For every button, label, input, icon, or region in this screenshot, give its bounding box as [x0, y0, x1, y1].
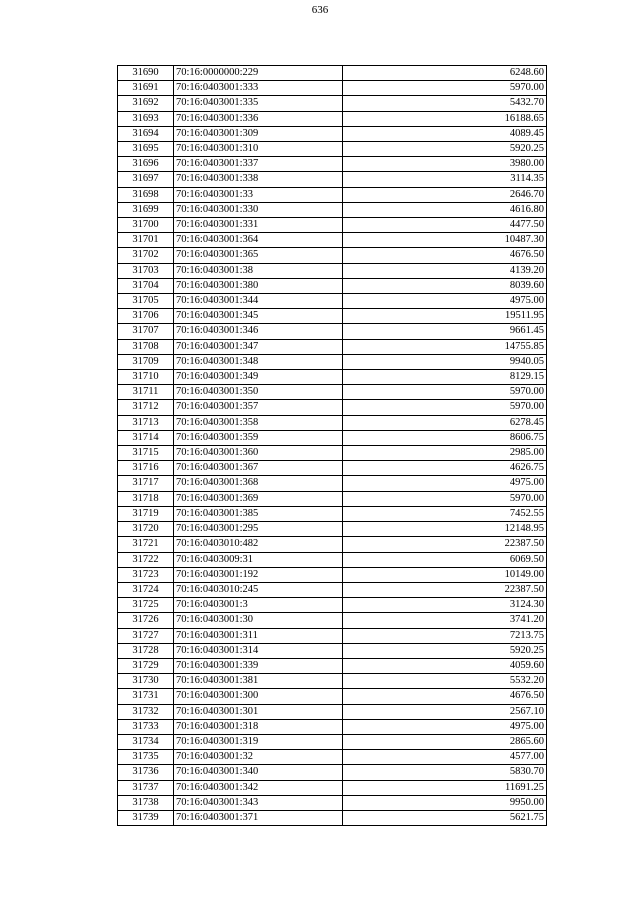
cadastral-number-cell: 70:16:0403001:300	[174, 689, 343, 704]
value-cell: 9661.45	[343, 324, 547, 339]
row-number-cell: 31709	[118, 354, 174, 369]
value-cell: 5621.75	[343, 810, 547, 825]
value-cell: 9950.00	[343, 795, 547, 810]
cadastral-number-cell: 70:16:0403010:245	[174, 582, 343, 597]
value-cell: 4975.00	[343, 719, 547, 734]
table-row	[118, 582, 547, 597]
value-cell: 4139.20	[343, 263, 547, 278]
table-row	[118, 111, 547, 126]
row-number-cell: 31693	[118, 111, 174, 126]
value-cell: 4626.75	[343, 461, 547, 476]
table-row	[118, 187, 547, 202]
table-row	[118, 537, 547, 552]
value-cell: 2646.70	[343, 187, 547, 202]
value-cell: 4975.00	[343, 476, 547, 491]
cadastral-number-cell: 70:16:0403001:347	[174, 339, 343, 354]
cadastral-number-cell: 70:16:0403001:343	[174, 795, 343, 810]
value-cell: 8039.60	[343, 278, 547, 293]
cadastral-number-cell: 70:16:0403001:30	[174, 613, 343, 628]
row-number-cell: 31732	[118, 704, 174, 719]
row-number-cell: 31727	[118, 628, 174, 643]
value-cell: 5970.00	[343, 400, 547, 415]
table-row	[118, 643, 547, 658]
table-row	[118, 476, 547, 491]
row-number-cell: 31735	[118, 750, 174, 765]
value-cell: 4676.50	[343, 689, 547, 704]
cadastral-number-cell: 70:16:0403001:368	[174, 476, 343, 491]
table-row	[118, 294, 547, 309]
table-row	[118, 704, 547, 719]
row-number-cell: 31738	[118, 795, 174, 810]
cadastral-number-cell: 70:16:0403001:319	[174, 734, 343, 749]
row-number-cell: 31739	[118, 810, 174, 825]
row-number-cell: 31728	[118, 643, 174, 658]
row-number-cell: 31725	[118, 598, 174, 613]
row-number-cell: 31691	[118, 81, 174, 96]
cadastral-number-cell: 70:16:0403001:367	[174, 461, 343, 476]
row-number-cell: 31701	[118, 233, 174, 248]
value-cell: 22387.50	[343, 537, 547, 552]
value-cell: 8129.15	[343, 370, 547, 385]
table-row	[118, 522, 547, 537]
cadastral-number-cell: 70:16:0403001:364	[174, 233, 343, 248]
value-cell: 4975.00	[343, 294, 547, 309]
table-row	[118, 172, 547, 187]
value-cell: 5970.00	[343, 491, 547, 506]
table-row	[118, 339, 547, 354]
table-row	[118, 142, 547, 157]
table-row	[118, 430, 547, 445]
row-number-cell: 31717	[118, 476, 174, 491]
table-row	[118, 218, 547, 233]
row-number-cell: 31718	[118, 491, 174, 506]
table-body	[118, 66, 547, 826]
cadastral-number-cell: 70:16:0403001:360	[174, 446, 343, 461]
value-cell: 6069.50	[343, 552, 547, 567]
cadastral-number-cell: 70:16:0403001:38	[174, 263, 343, 278]
row-number-cell: 31730	[118, 674, 174, 689]
row-number-cell: 31694	[118, 126, 174, 141]
cadastral-number-cell: 70:16:0403001:344	[174, 294, 343, 309]
table-row	[118, 415, 547, 430]
value-cell: 4616.80	[343, 202, 547, 217]
row-number-cell: 31712	[118, 400, 174, 415]
table-row	[118, 96, 547, 111]
value-cell: 5532.20	[343, 674, 547, 689]
cadastral-number-cell: 70:16:0403001:369	[174, 491, 343, 506]
value-cell: 10149.00	[343, 567, 547, 582]
cadastral-number-cell: 70:16:0403001:192	[174, 567, 343, 582]
value-cell: 3980.00	[343, 157, 547, 172]
table-row	[118, 552, 547, 567]
table-row	[118, 309, 547, 324]
table-row	[118, 370, 547, 385]
value-cell: 14755.85	[343, 339, 547, 354]
row-number-cell: 31711	[118, 385, 174, 400]
row-number-cell: 31722	[118, 552, 174, 567]
table-row	[118, 734, 547, 749]
table-row	[118, 765, 547, 780]
value-cell: 5920.25	[343, 643, 547, 658]
row-number-cell: 31723	[118, 567, 174, 582]
row-number-cell: 31737	[118, 780, 174, 795]
row-number-cell: 31699	[118, 202, 174, 217]
row-number-cell: 31704	[118, 278, 174, 293]
cadastral-number-cell: 70:16:0403001:380	[174, 278, 343, 293]
table-row	[118, 233, 547, 248]
table-row	[118, 674, 547, 689]
value-cell: 11691.25	[343, 780, 547, 795]
row-number-cell: 31692	[118, 96, 174, 111]
row-number-cell: 31720	[118, 522, 174, 537]
cadastral-number-cell: 70:16:0403001:340	[174, 765, 343, 780]
row-number-cell: 31713	[118, 415, 174, 430]
table-row	[118, 278, 547, 293]
row-number-cell: 31733	[118, 719, 174, 734]
row-number-cell: 31724	[118, 582, 174, 597]
table-row	[118, 461, 547, 476]
cadastral-number-cell: 70:16:0403001:339	[174, 658, 343, 673]
row-number-cell: 31719	[118, 506, 174, 521]
table-row	[118, 81, 547, 96]
value-cell: 2985.00	[343, 446, 547, 461]
cadastral-number-cell: 70:16:0403001:357	[174, 400, 343, 415]
value-cell: 3741.20	[343, 613, 547, 628]
value-cell: 16188.65	[343, 111, 547, 126]
table-row	[118, 202, 547, 217]
table-row	[118, 385, 547, 400]
table-row	[118, 598, 547, 613]
row-number-cell: 31697	[118, 172, 174, 187]
row-number-cell: 31698	[118, 187, 174, 202]
table-row	[118, 628, 547, 643]
cadastral-number-cell: 70:16:0403001:314	[174, 643, 343, 658]
table-row	[118, 613, 547, 628]
cadastral-number-cell: 70:16:0403001:336	[174, 111, 343, 126]
cadastral-number-cell: 70:16:0403001:337	[174, 157, 343, 172]
value-cell: 5970.00	[343, 81, 547, 96]
row-number-cell: 31706	[118, 309, 174, 324]
row-number-cell: 31729	[118, 658, 174, 673]
cadastral-number-cell: 70:16:0403001:318	[174, 719, 343, 734]
cadastral-number-cell: 70:16:0403001:348	[174, 354, 343, 369]
table-row	[118, 400, 547, 415]
table-row	[118, 506, 547, 521]
value-cell: 5432.70	[343, 96, 547, 111]
value-cell: 3124.30	[343, 598, 547, 613]
cadastral-number-cell: 70:16:0403001:350	[174, 385, 343, 400]
table-row	[118, 263, 547, 278]
row-number-cell: 31714	[118, 430, 174, 445]
table-row	[118, 248, 547, 263]
cadastral-number-cell: 70:16:0403001:365	[174, 248, 343, 263]
row-number-cell: 31695	[118, 142, 174, 157]
row-number-cell: 31710	[118, 370, 174, 385]
table-row	[118, 719, 547, 734]
cadastral-number-cell: 70:16:0403001:359	[174, 430, 343, 445]
cadastral-number-cell: 70:16:0403001:32	[174, 750, 343, 765]
cadastral-number-cell: 70:16:0403001:335	[174, 96, 343, 111]
value-cell: 2567.10	[343, 704, 547, 719]
table-row	[118, 658, 547, 673]
cadastral-number-cell: 70:16:0403001:338	[174, 172, 343, 187]
row-number-cell: 31734	[118, 734, 174, 749]
table-row	[118, 354, 547, 369]
value-cell: 5830.70	[343, 765, 547, 780]
row-number-cell: 31700	[118, 218, 174, 233]
value-cell: 4676.50	[343, 248, 547, 263]
cadastral-number-cell: 70:16:0403001:349	[174, 370, 343, 385]
table-row	[118, 780, 547, 795]
cadastral-number-cell: 70:16:0403001:33	[174, 187, 343, 202]
value-cell: 6248.60	[343, 66, 547, 81]
cadastral-number-cell: 70:16:0403001:311	[174, 628, 343, 643]
row-number-cell: 31690	[118, 66, 174, 81]
table-row	[118, 126, 547, 141]
row-number-cell: 31708	[118, 339, 174, 354]
value-cell: 12148.95	[343, 522, 547, 537]
cadastral-number-cell: 70:16:0403010:482	[174, 537, 343, 552]
row-number-cell: 31702	[118, 248, 174, 263]
row-number-cell: 31726	[118, 613, 174, 628]
value-cell: 2865.60	[343, 734, 547, 749]
value-cell: 5970.00	[343, 385, 547, 400]
table-row	[118, 446, 547, 461]
value-cell: 7213.75	[343, 628, 547, 643]
cadastral-number-cell: 70:16:0000000:229	[174, 66, 343, 81]
cadastral-number-cell: 70:16:0403001:331	[174, 218, 343, 233]
value-cell: 4477.50	[343, 218, 547, 233]
value-cell: 4577.00	[343, 750, 547, 765]
value-cell: 5920.25	[343, 142, 547, 157]
cadastral-number-cell: 70:16:0403001:301	[174, 704, 343, 719]
cadastral-number-cell: 70:16:0403001:385	[174, 506, 343, 521]
cadastral-number-cell: 70:16:0403001:345	[174, 309, 343, 324]
table-row	[118, 324, 547, 339]
cadastral-number-cell: 70:16:0403001:342	[174, 780, 343, 795]
row-number-cell: 31731	[118, 689, 174, 704]
cadastral-number-cell: 70:16:0403001:381	[174, 674, 343, 689]
cadastral-number-cell: 70:16:0403001:371	[174, 810, 343, 825]
value-cell: 4089.45	[343, 126, 547, 141]
table-row	[118, 157, 547, 172]
value-cell: 3114.35	[343, 172, 547, 187]
table-row	[118, 795, 547, 810]
value-cell: 8606.75	[343, 430, 547, 445]
cadastral-number-cell: 70:16:0403001:295	[174, 522, 343, 537]
table-row	[118, 689, 547, 704]
cadastral-number-cell: 70:16:0403001:358	[174, 415, 343, 430]
cadastral-number-cell: 70:16:0403001:3	[174, 598, 343, 613]
cadastral-number-cell: 70:16:0403001:309	[174, 126, 343, 141]
cadastral-number-cell: 70:16:0403009:31	[174, 552, 343, 567]
row-number-cell: 31707	[118, 324, 174, 339]
value-cell: 10487.30	[343, 233, 547, 248]
row-number-cell: 31696	[118, 157, 174, 172]
data-table	[117, 65, 547, 826]
row-number-cell: 31715	[118, 446, 174, 461]
table-row	[118, 810, 547, 825]
table-row	[118, 567, 547, 582]
value-cell: 9940.05	[343, 354, 547, 369]
table-row	[118, 491, 547, 506]
table-row	[118, 66, 547, 81]
cadastral-number-cell: 70:16:0403001:330	[174, 202, 343, 217]
row-number-cell: 31736	[118, 765, 174, 780]
value-cell: 19511.95	[343, 309, 547, 324]
value-cell: 22387.50	[343, 582, 547, 597]
row-number-cell: 31705	[118, 294, 174, 309]
page-number: 636	[311, 4, 329, 16]
row-number-cell: 31716	[118, 461, 174, 476]
row-number-cell: 31703	[118, 263, 174, 278]
value-cell: 7452.55	[343, 506, 547, 521]
value-cell: 6278.45	[343, 415, 547, 430]
cadastral-number-cell: 70:16:0403001:310	[174, 142, 343, 157]
cadastral-number-cell: 70:16:0403001:346	[174, 324, 343, 339]
value-cell: 4059.60	[343, 658, 547, 673]
row-number-cell: 31721	[118, 537, 174, 552]
cadastral-number-cell: 70:16:0403001:333	[174, 81, 343, 96]
table-row	[118, 750, 547, 765]
